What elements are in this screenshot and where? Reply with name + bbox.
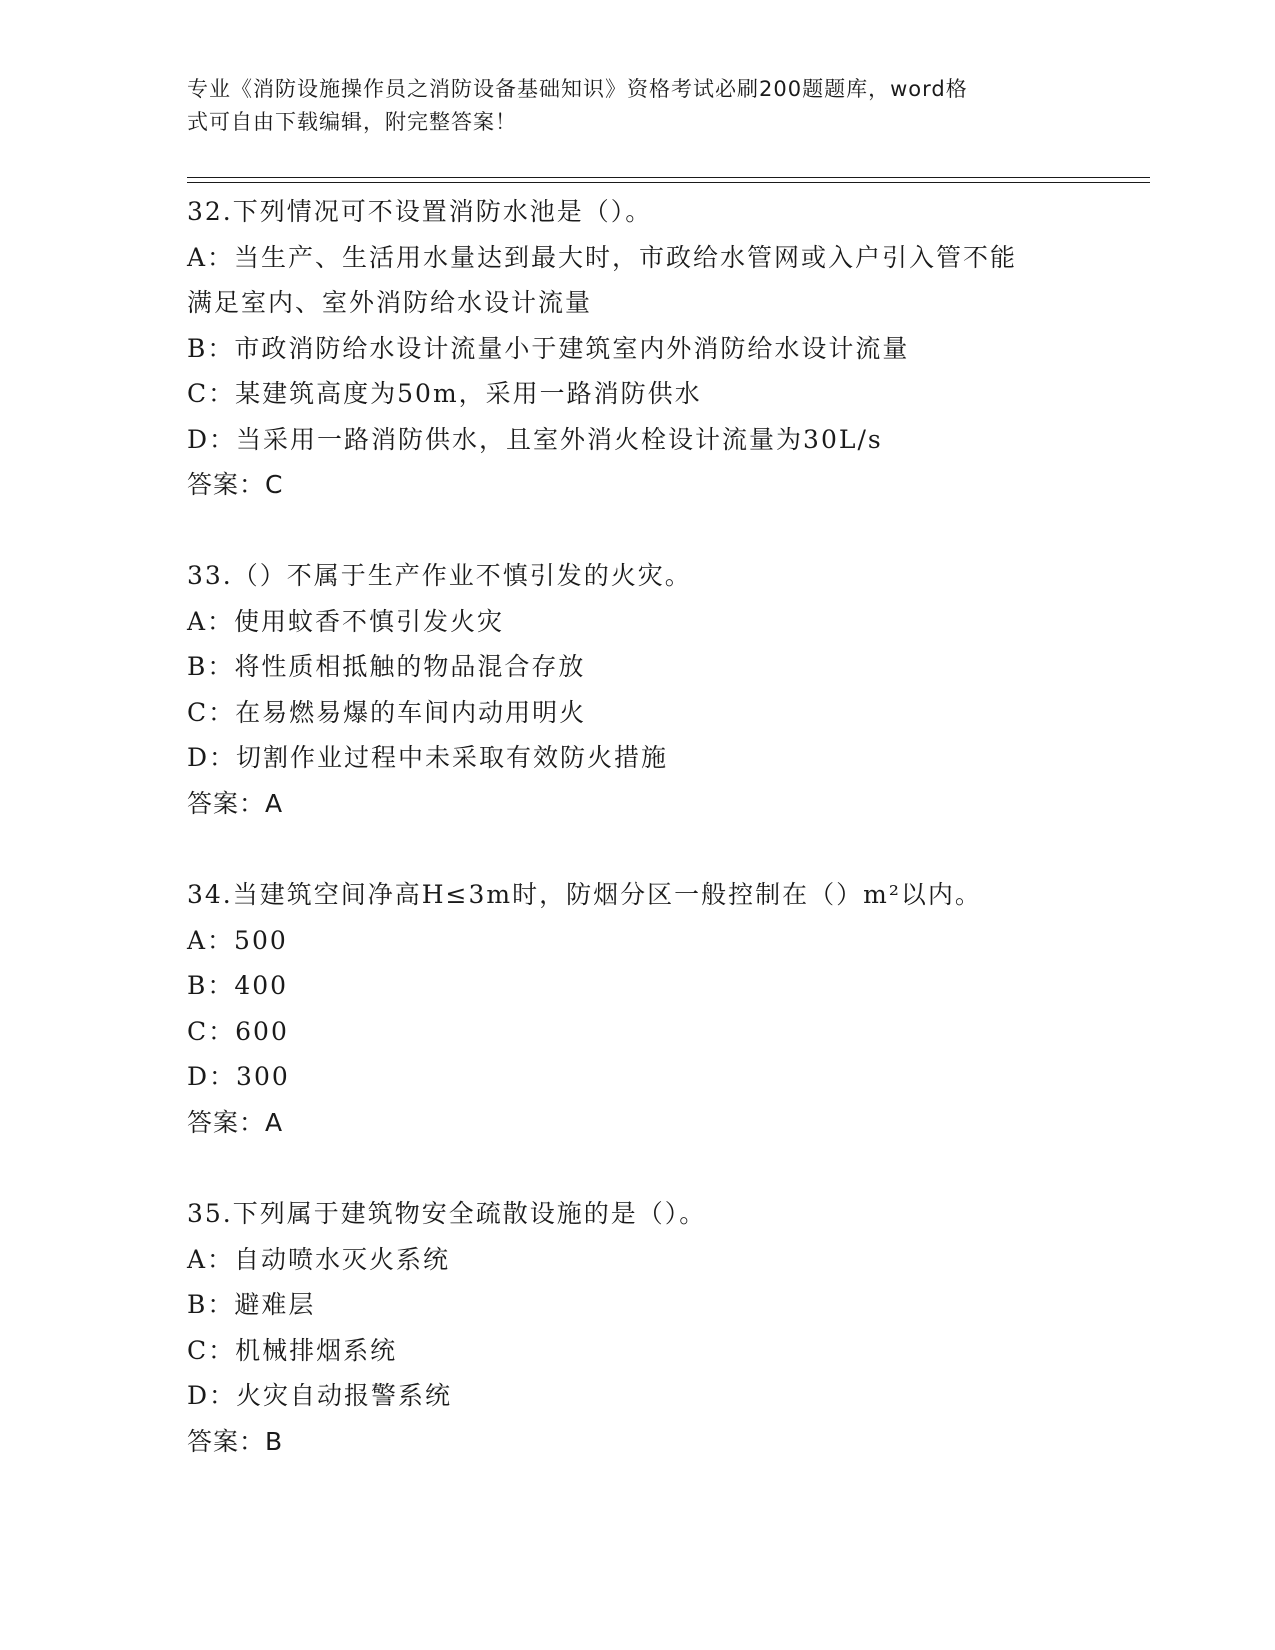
option-a-continued: 满足室内、室外消防给水设计流量 [187, 288, 593, 317]
option-c: C：在易燃易爆的车间内动用明火 [187, 697, 587, 727]
option-b: B：将性质相抵触的物品混合存放 [187, 652, 586, 681]
question-stem: 32.下列情况可不设置消防水池是（）。 [187, 197, 653, 226]
answer-line: 答案：C [187, 470, 284, 499]
option-d: D：火灾自动报警系统 [187, 1381, 453, 1410]
question-35 [187, 1191, 1087, 1464]
header-divider-bottom [187, 182, 1150, 183]
option-c: C：机械排烟系统 [187, 1335, 398, 1365]
header-divider-top [187, 177, 1150, 178]
question-stem: 34.当建筑空间净高H≤3m时，防烟分区一般控制在（）m²以内。 [187, 880, 982, 909]
option-c: C：600 [187, 1016, 289, 1046]
answer-line: 答案：B [187, 1426, 284, 1456]
option-d: D：300 [187, 1062, 290, 1091]
option-a: A：当生产、生活用水量达到最大时，市政给水管网或入户引入管不能 [187, 242, 1018, 272]
question-34 [187, 872, 1087, 1145]
question-33 [187, 553, 1087, 826]
answer-line: 答案：A [187, 788, 284, 818]
option-b: B：避难层 [187, 1290, 316, 1319]
option-a: A：500 [187, 925, 288, 955]
answer-line: 答案：A [187, 1107, 284, 1137]
option-d: D：当采用一路消防供水，且室外消火栓设计流量为30L/s [187, 424, 883, 454]
option-a: A：自动喷水灭火系统 [187, 1244, 451, 1274]
question-stem: 35.下列属于建筑物安全疏散设施的是（）。 [187, 1199, 707, 1228]
question-stem: 33.（）不属于生产作业不慎引发的火灾。 [187, 561, 692, 590]
header-line-1: 专业《消防设施操作员之消防设备基础知识》资格考试必刷200题题库，word格 [187, 77, 968, 101]
option-a: A：使用蚊香不慎引发火灾 [187, 606, 505, 636]
option-b: B：市政消防给水设计流量小于建筑室内外消防给水设计流量 [187, 333, 910, 363]
option-b: B：400 [187, 971, 289, 1000]
document-header [187, 73, 1067, 139]
question-32 [187, 189, 1087, 508]
option-c: C：某建筑高度为50m，采用一路消防供水 [187, 379, 702, 408]
option-d: D：切割作业过程中未采取有效防火措施 [187, 743, 669, 772]
header-line-2: 式可自由下载编辑，附完整答案！ [187, 110, 517, 134]
